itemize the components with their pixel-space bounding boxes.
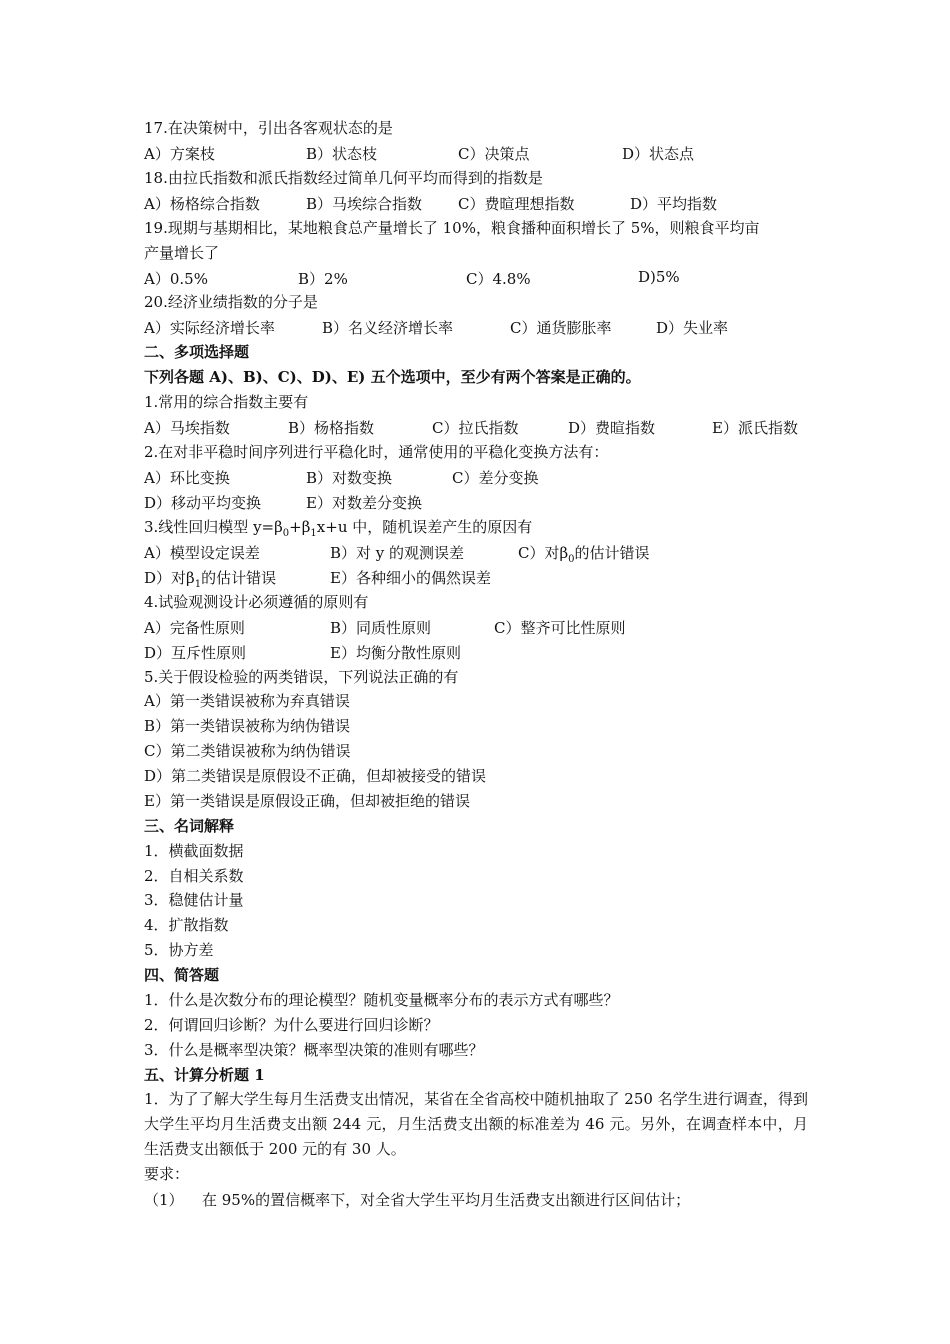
mc4-option-b: B）同质性原则 xyxy=(330,619,432,637)
q18-option-b: B）马埃综合指数 xyxy=(306,195,423,213)
mc3-option-d xyxy=(144,567,276,590)
mc3-text-post: x+u 中，随机误差产生的原因有 xyxy=(316,518,533,536)
term-1: 1．横截面数据 xyxy=(144,842,244,860)
q17-option-b: B）状态枝 xyxy=(306,145,378,163)
section-title-terms: 三、名词解释 xyxy=(144,817,235,835)
mc-question-1: 1.常用的综合指数主要有 xyxy=(144,393,309,411)
mc1-option-d: D）费暄指数 xyxy=(568,419,656,437)
mc-question-5: 5.关于假设检验的两类错误，下列说法正确的有 xyxy=(144,668,459,686)
q20-option-a: A）实际经济增长率 xyxy=(144,319,275,337)
mc2-option-a: A）环比变换 xyxy=(144,469,230,487)
section-instruction: 下列各题 A)、B)、C)、D)、E) 五个选项中，至少有两个答案是正确的。 xyxy=(144,368,641,386)
mc3-text-pre: 3.线性回归模型 y=β xyxy=(144,518,283,536)
section-title-multiple-choice: 二、多项选择题 xyxy=(144,343,250,361)
q20-option-c: C）通货膨胀率 xyxy=(510,319,612,337)
mc4-option-d: D）互斥性原则 xyxy=(144,644,247,662)
mc2-option-b: B）对数变换 xyxy=(306,469,393,487)
mc-question-2: 2.在对非平稳时间序列进行平稳化时，通常使用的平稳化变换方法有： xyxy=(144,443,609,461)
question-20: 20.经济业绩指数的分子是 xyxy=(144,293,318,311)
mc3-option-c xyxy=(518,542,650,565)
q20-option-d: D）失业率 xyxy=(656,319,729,337)
requirement-1-number: （1） xyxy=(144,1191,184,1209)
mc5-option-a: A）第一类错误被称为弃真错误 xyxy=(144,692,350,710)
mc3-text-mid: +β xyxy=(289,518,311,536)
mc3-option-c-sub: 0 xyxy=(568,554,575,565)
mc3-option-c-pre: C）对β xyxy=(518,544,569,562)
mc2-option-e: E）对数差分变换 xyxy=(306,494,422,512)
section-title-short-answer: 四、简答题 xyxy=(144,966,220,984)
q19-option-a: A）0.5% xyxy=(144,270,208,288)
q19-option-d: D)5% xyxy=(638,268,680,286)
q18-option-d: D）平均指数 xyxy=(630,195,718,213)
question-19-line1: 19.现期与基期相比，某地粮食总产量增长了 10%，粮食播种面积增长了 5%，则粮食平均亩 xyxy=(144,219,760,237)
mc3-option-c-post: 的估计错误 xyxy=(574,544,650,562)
mc5-option-d: D）第二类错误是原假设不正确，但却被接受的错误 xyxy=(144,767,487,785)
short-answer-2: 2．何谓回归诊断？为什么要进行回归诊断？ xyxy=(144,1016,439,1034)
short-answer-3: 3．什么是概率型决策？概率型决策的准则有哪些？ xyxy=(144,1041,484,1059)
q17-option-a: A）方案枝 xyxy=(144,145,215,163)
term-4: 4．扩散指数 xyxy=(144,916,229,934)
mc3-option-b: B）对 y 的观测误差 xyxy=(330,544,465,562)
q17-option-c: C）决策点 xyxy=(458,145,530,163)
q20-option-b: B）名义经济增长率 xyxy=(322,319,454,337)
q17-option-d: D）状态点 xyxy=(622,145,695,163)
term-5: 5．协方差 xyxy=(144,941,214,959)
q19-option-c: C）4.8% xyxy=(466,270,531,288)
mc3-option-e: E）各种细小的偶然误差 xyxy=(330,569,491,587)
mc2-option-c: C）差分变换 xyxy=(452,469,539,487)
mc3-option-d-sub: 1 xyxy=(194,579,202,590)
mc4-option-a: A）完备性原则 xyxy=(144,619,245,637)
short-answer-1: 1．什么是次数分布的理论模型？随机变量概率分布的表示方式有哪些？ xyxy=(144,991,619,1009)
requirement-1-text: 在 95%的置信概率下，对全省大学生平均月生活费支出额进行区间估计； xyxy=(202,1191,691,1209)
question-18: 18.由拉氏指数和派氏指数经过简单几何平均而得到的指数是 xyxy=(144,169,543,187)
mc4-option-c: C）整齐可比性原则 xyxy=(494,619,626,637)
calculation-problem-text: 1．为了了解大学生每月生活费支出情况，某省在全省高校中随机抽取了 250 名学生进行调查，得到大学生平均月生活费支出额 244 元，月生活费支出额的标准差为 46 元。另外，在调查样本中，月生活费支出额低于 200 元的有 30 人。 xyxy=(144,1090,808,1158)
mc1-option-e: E）派氏指数 xyxy=(712,419,798,437)
mc5-option-b: B）第一类错误被称为纳伪错误 xyxy=(144,717,351,735)
mc5-option-e: E）第一类错误是原假设正确，但却被拒绝的错误 xyxy=(144,792,470,810)
mc3-sub-beta1: 1 xyxy=(310,528,317,539)
mc3-option-d-post: 的估计错误 xyxy=(201,569,277,587)
mc1-option-b: B）杨格指数 xyxy=(288,419,375,437)
question-17: 17.在决策树中，引出各客观状态的是 xyxy=(144,119,393,137)
mc-question-4: 4.试验观测设计必须遵循的原则有 xyxy=(144,593,369,611)
mc1-option-a: A）马埃指数 xyxy=(144,419,230,437)
mc5-option-c: C）第二类错误被称为纳伪错误 xyxy=(144,742,351,760)
mc2-option-d: D）移动平均变换 xyxy=(144,494,262,512)
section-title-calculation: 五、计算分析题 1 xyxy=(144,1066,265,1084)
q18-option-a: A）杨格综合指数 xyxy=(144,195,260,213)
term-2: 2．自相关系数 xyxy=(144,867,244,885)
term-3: 3．稳健估计量 xyxy=(144,891,244,909)
mc3-option-a: A）模型设定误差 xyxy=(144,544,260,562)
question-19-line2: 产量增长了 xyxy=(144,244,220,262)
q19-option-b: B）2% xyxy=(298,270,348,288)
requirements-label: 要求： xyxy=(144,1165,190,1183)
mc3-option-d-pre: D）对β xyxy=(144,569,195,587)
mc4-option-e: E）均衡分散性原则 xyxy=(330,644,461,662)
q18-option-c: C）费暄理想指数 xyxy=(458,195,575,213)
mc3-sub-beta0: 0 xyxy=(282,528,290,539)
mc-question-3 xyxy=(144,517,532,544)
mc1-option-c: C）拉氏指数 xyxy=(432,419,519,437)
